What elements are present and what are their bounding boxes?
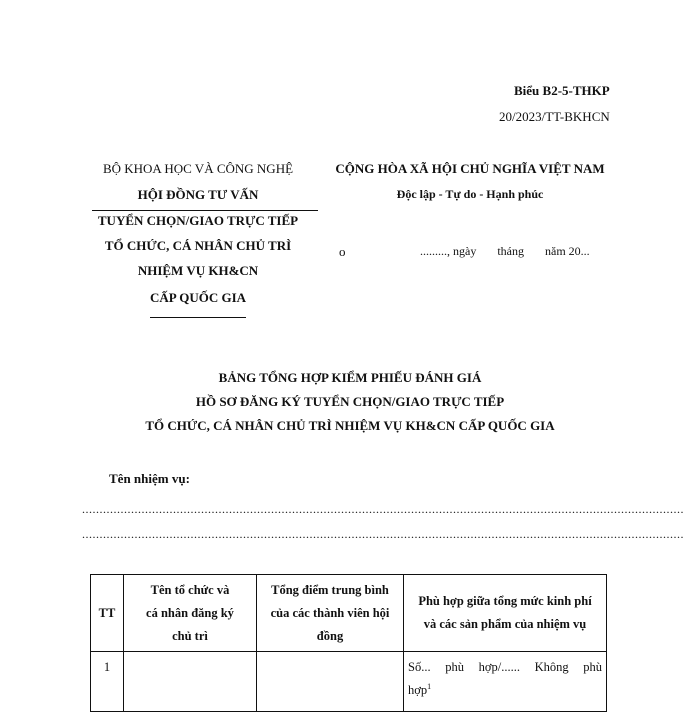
country-name: CỘNG HÒA XÃ HỘI CHỦ NGHĨA VIỆT NAM — [335, 161, 605, 176]
date-line: ........., ngày tháng năm 20... — [420, 244, 590, 258]
header-org-line3: chủ trì — [172, 628, 208, 643]
header-organization — [124, 575, 257, 652]
header-score-line3: đồng — [316, 628, 344, 643]
header-fit-line2: và các sản phẩm của nhiệm vụ — [423, 617, 587, 631]
council-underline-top — [92, 210, 318, 211]
header-average-score — [257, 575, 404, 652]
council-name-line1: HỘI ĐỒNG TƯ VẤN — [137, 187, 259, 202]
task-name-dots-2: ............................................................................................................................................................................ — [82, 527, 684, 541]
council-name-line4: NHIỆM VỤ KH&CN — [137, 263, 259, 278]
row-organization — [124, 652, 257, 712]
council-name-line2: TUYỂN CHỌN/GIAO TRỰC TIẾP — [97, 213, 299, 228]
vote-summary-table — [90, 574, 607, 712]
doc-title-line2: HỒ SƠ ĐĂNG KÝ TUYỂN CHỌN/GIAO TRỰC TIẾP — [195, 394, 505, 409]
table-row — [91, 652, 607, 712]
table-header-row — [91, 575, 607, 652]
row-fit-line1: Số... phù hợp/...... Không phù — [408, 660, 602, 674]
header-org-line2: cá nhân đăng ký — [146, 605, 234, 620]
national-motto: Độc lập - Tự do - Hạnh phúc — [396, 187, 544, 201]
task-name-label: Tên nhiệm vụ: — [109, 471, 190, 486]
doc-title-line3: TỔ CHỨC, CÁ NHÂN CHỦ TRÌ NHIỆM VỤ KH&CN CẤP QUỐC GIA — [145, 418, 555, 433]
row-fit-text: hợp — [408, 683, 428, 697]
council-name-line5: CẤP QUỐC GIA — [149, 290, 247, 305]
left-header-underline — [150, 317, 246, 318]
form-circular-number: 20/2023/TT-BKHCN — [499, 109, 610, 124]
council-name-line3: TỔ CHỨC, CÁ NHÂN CHỦ TRÌ — [104, 238, 292, 253]
row-budget-fit — [404, 652, 607, 712]
ministry-name: BỘ KHOA HỌC VÀ CÔNG NGHỆ — [102, 161, 294, 176]
doc-title-line1: BẢNG TỔNG HỢP KIỂM PHIẾU ĐÁNH GIÁ — [218, 370, 482, 385]
row-fit-line2 — [408, 679, 602, 702]
header-tt: TT — [91, 575, 124, 652]
header-fit-line1: Phù hợp giữa tổng mức kinh phí — [418, 594, 592, 608]
header-budget-fit — [404, 575, 607, 652]
header-score-line2: của các thành viên hội — [270, 605, 390, 620]
header-score-line1: Tổng điểm trung bình — [271, 582, 389, 597]
footnote-marker: 1 — [427, 681, 432, 691]
header-org-line1: Tên tổ chức và — [150, 582, 230, 597]
place-marker: o — [339, 244, 346, 259]
task-name-dots-1: ............................................................................................................................................................................ — [82, 502, 684, 516]
form-code: Biểu B2-5-THKP — [514, 83, 610, 98]
row-average-score — [257, 652, 404, 712]
row-tt: 1 — [91, 652, 124, 712]
